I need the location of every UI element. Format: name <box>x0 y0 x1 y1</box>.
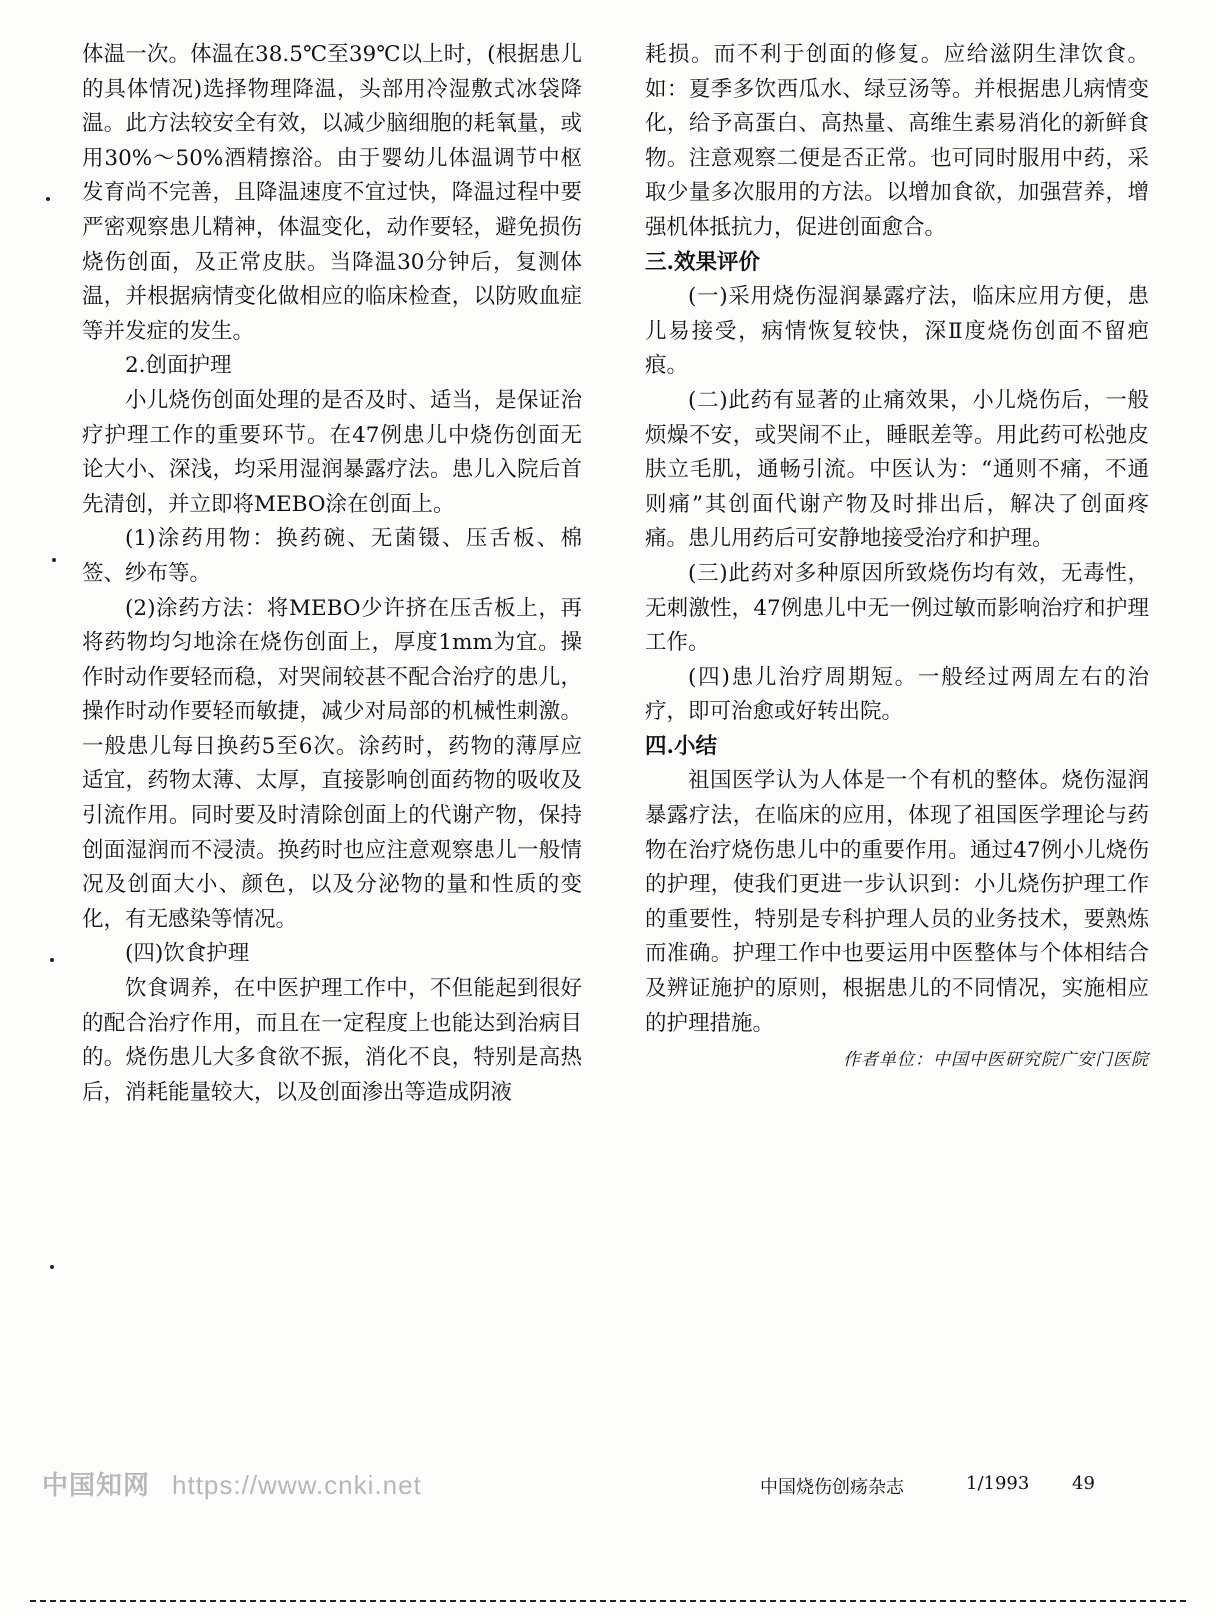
paragraph-temperature: 体温一次。体温在38.5℃至39℃以上时，(根据患儿的具体情况)选择物理降温，头部用冷湿敷式冰袋降温。此方法较安全有效，以减少脑细胞的耗氧量，或用30%～50%酒精擦浴。由于婴幼儿体温调节中枢发育尚不完善，且降温速度不宜过快，降温过程中要严密观察患儿精神，体温变化，动作要轻，避免损伤烧伤创面，及正常皮肤。当降温30分钟后，复测体温，并根据病情变化做相应的临床检查，以防败血症等并发症的发生。 <box>82 42 582 344</box>
paragraph-summary: 祖国医学认为人体是一个有机的整体。烧伤湿润暴露疗法，在临床的应用，体现了祖国医学理论与药物在治疗烧伤患儿中的重要作用。通过47例小儿烧伤的护理，使我们更进一步认识到：小儿烧伤护理工作的重要性，特别是专科护理人员的业务技术，要熟炼而准确。护理工作中也要运用中医整体与个体相结合及辨证施护的原则，根据患儿的不同情况，实施相应的护理措施。 <box>645 768 1149 1036</box>
scan-speck <box>46 197 50 201</box>
paragraph-evaluation-3: (三)此药对多种原因所致烧伤均有效，无毒性，无刺激性，47例患儿中无一例过敏而影响治疗和护理工作。 <box>645 560 1149 656</box>
paragraph-diet-continued: 耗损。而不利于创面的修复。应给滋阴生津饮食。如：夏季多饮西瓜水、绿豆汤等。并根据患儿病情变化，给予高蛋白、高热量、高维生素易消化的新鲜食物。注意观察二便是否正常。也可同时服用中药，采取少量多次服用的方法。以增加食欲，加强营养，增强机体抵抗力，促进创面愈合。 <box>645 42 1149 240</box>
author-affiliation: 作者单位：中国中医研究院广安门医院 <box>843 1050 1149 1071</box>
watermark-name: 中国知网 <box>42 1470 151 1500</box>
heading-evaluation: 三.效果评价 <box>645 249 760 275</box>
paragraph-method: (2)涂药方法：将MEBO少许挤在压舌板上，再将药物均匀地涂在烧伤创面上，厚度1mm为宜。操作时动作要轻而稳，对哭闹较甚不配合治疗的患儿，操作时动作要轻而敏捷，减少对局部的机械性刺激。一般患儿每日换药5至6次。涂药时，药物的薄厚应适宜，药物太薄、太厚，直接影响创面药物的吸收及引流作用。同时要及时清除创面上的代谢产物，保持创面湿润而不浸渍。换药时也应注意观察患儿一般情况及创面大小、颜色，以及分泌物的量和性质的变化，有无感染等情况。 <box>82 595 582 932</box>
paragraph-evaluation-4: (四)患儿治疗周期短。一般经过两周左右的治疗，即可治愈或好转出院。 <box>645 664 1149 725</box>
scan-speck <box>50 1265 54 1269</box>
right-column <box>645 38 1149 1078</box>
journal-name: 中国烧伤创疡杂志 <box>760 1477 904 1498</box>
scan-speck <box>50 958 54 962</box>
paragraph-evaluation-1: (一)采用烧伤湿润暴露疗法，临床应用方便，患儿易接受，病情恢复较快，深Ⅱ度烧伤创面不留疤痕。 <box>645 284 1149 379</box>
page-number: 49 <box>1072 1473 1095 1494</box>
heading-wound-care: 2.创面护理 <box>125 353 232 379</box>
cnki-watermark <box>42 1465 422 1502</box>
paragraph-evaluation-2: (二)此药有显著的止痛效果，小儿烧伤后，一般烦燥不安，或哭闹不止，睡眠差等。用此药可松弛皮肤立毛肌，通畅引流。中医认为：“通则不痛，不通则痛”其创面代谢产物及时排出后，解决了创面疼痛。患儿用药后可安静地接受治疗和护理。 <box>645 387 1149 552</box>
heading-diet-care: (四)饮食护理 <box>125 941 250 967</box>
page-footer <box>760 1473 1180 1513</box>
heading-summary: 四.小结 <box>645 733 717 759</box>
paragraph-supplies: (1)涂药用物：换药碗、无菌镊、压舌板、棉签、纱布等。 <box>82 526 582 586</box>
watermark-url: https://www.cnki.net <box>172 1470 422 1500</box>
paragraph-diet: 饮食调养，在中医护理工作中，不但能起到很好的配合治疗作用，而且在一定程度上也能达到治病目的。烧伤患儿大多食欲不振，消化不良，特别是高热后，消耗能量较大，以及创面渗出等造成阴液 <box>82 976 582 1105</box>
scan-speck <box>52 558 56 562</box>
issue-number: 1/1993 <box>966 1473 1030 1494</box>
bottom-scan-rule <box>30 1600 1186 1602</box>
paragraph-wound-treatment: 小儿烧伤创面处理的是否及时、适当，是保证治疗护理工作的重要环节。在47例患儿中烧伤创面无论大小、深浅，均采用湿润暴露疗法。患儿入院后首先清创，并立即将MEBO涂在创面上。 <box>82 387 582 517</box>
left-column <box>82 38 582 1110</box>
